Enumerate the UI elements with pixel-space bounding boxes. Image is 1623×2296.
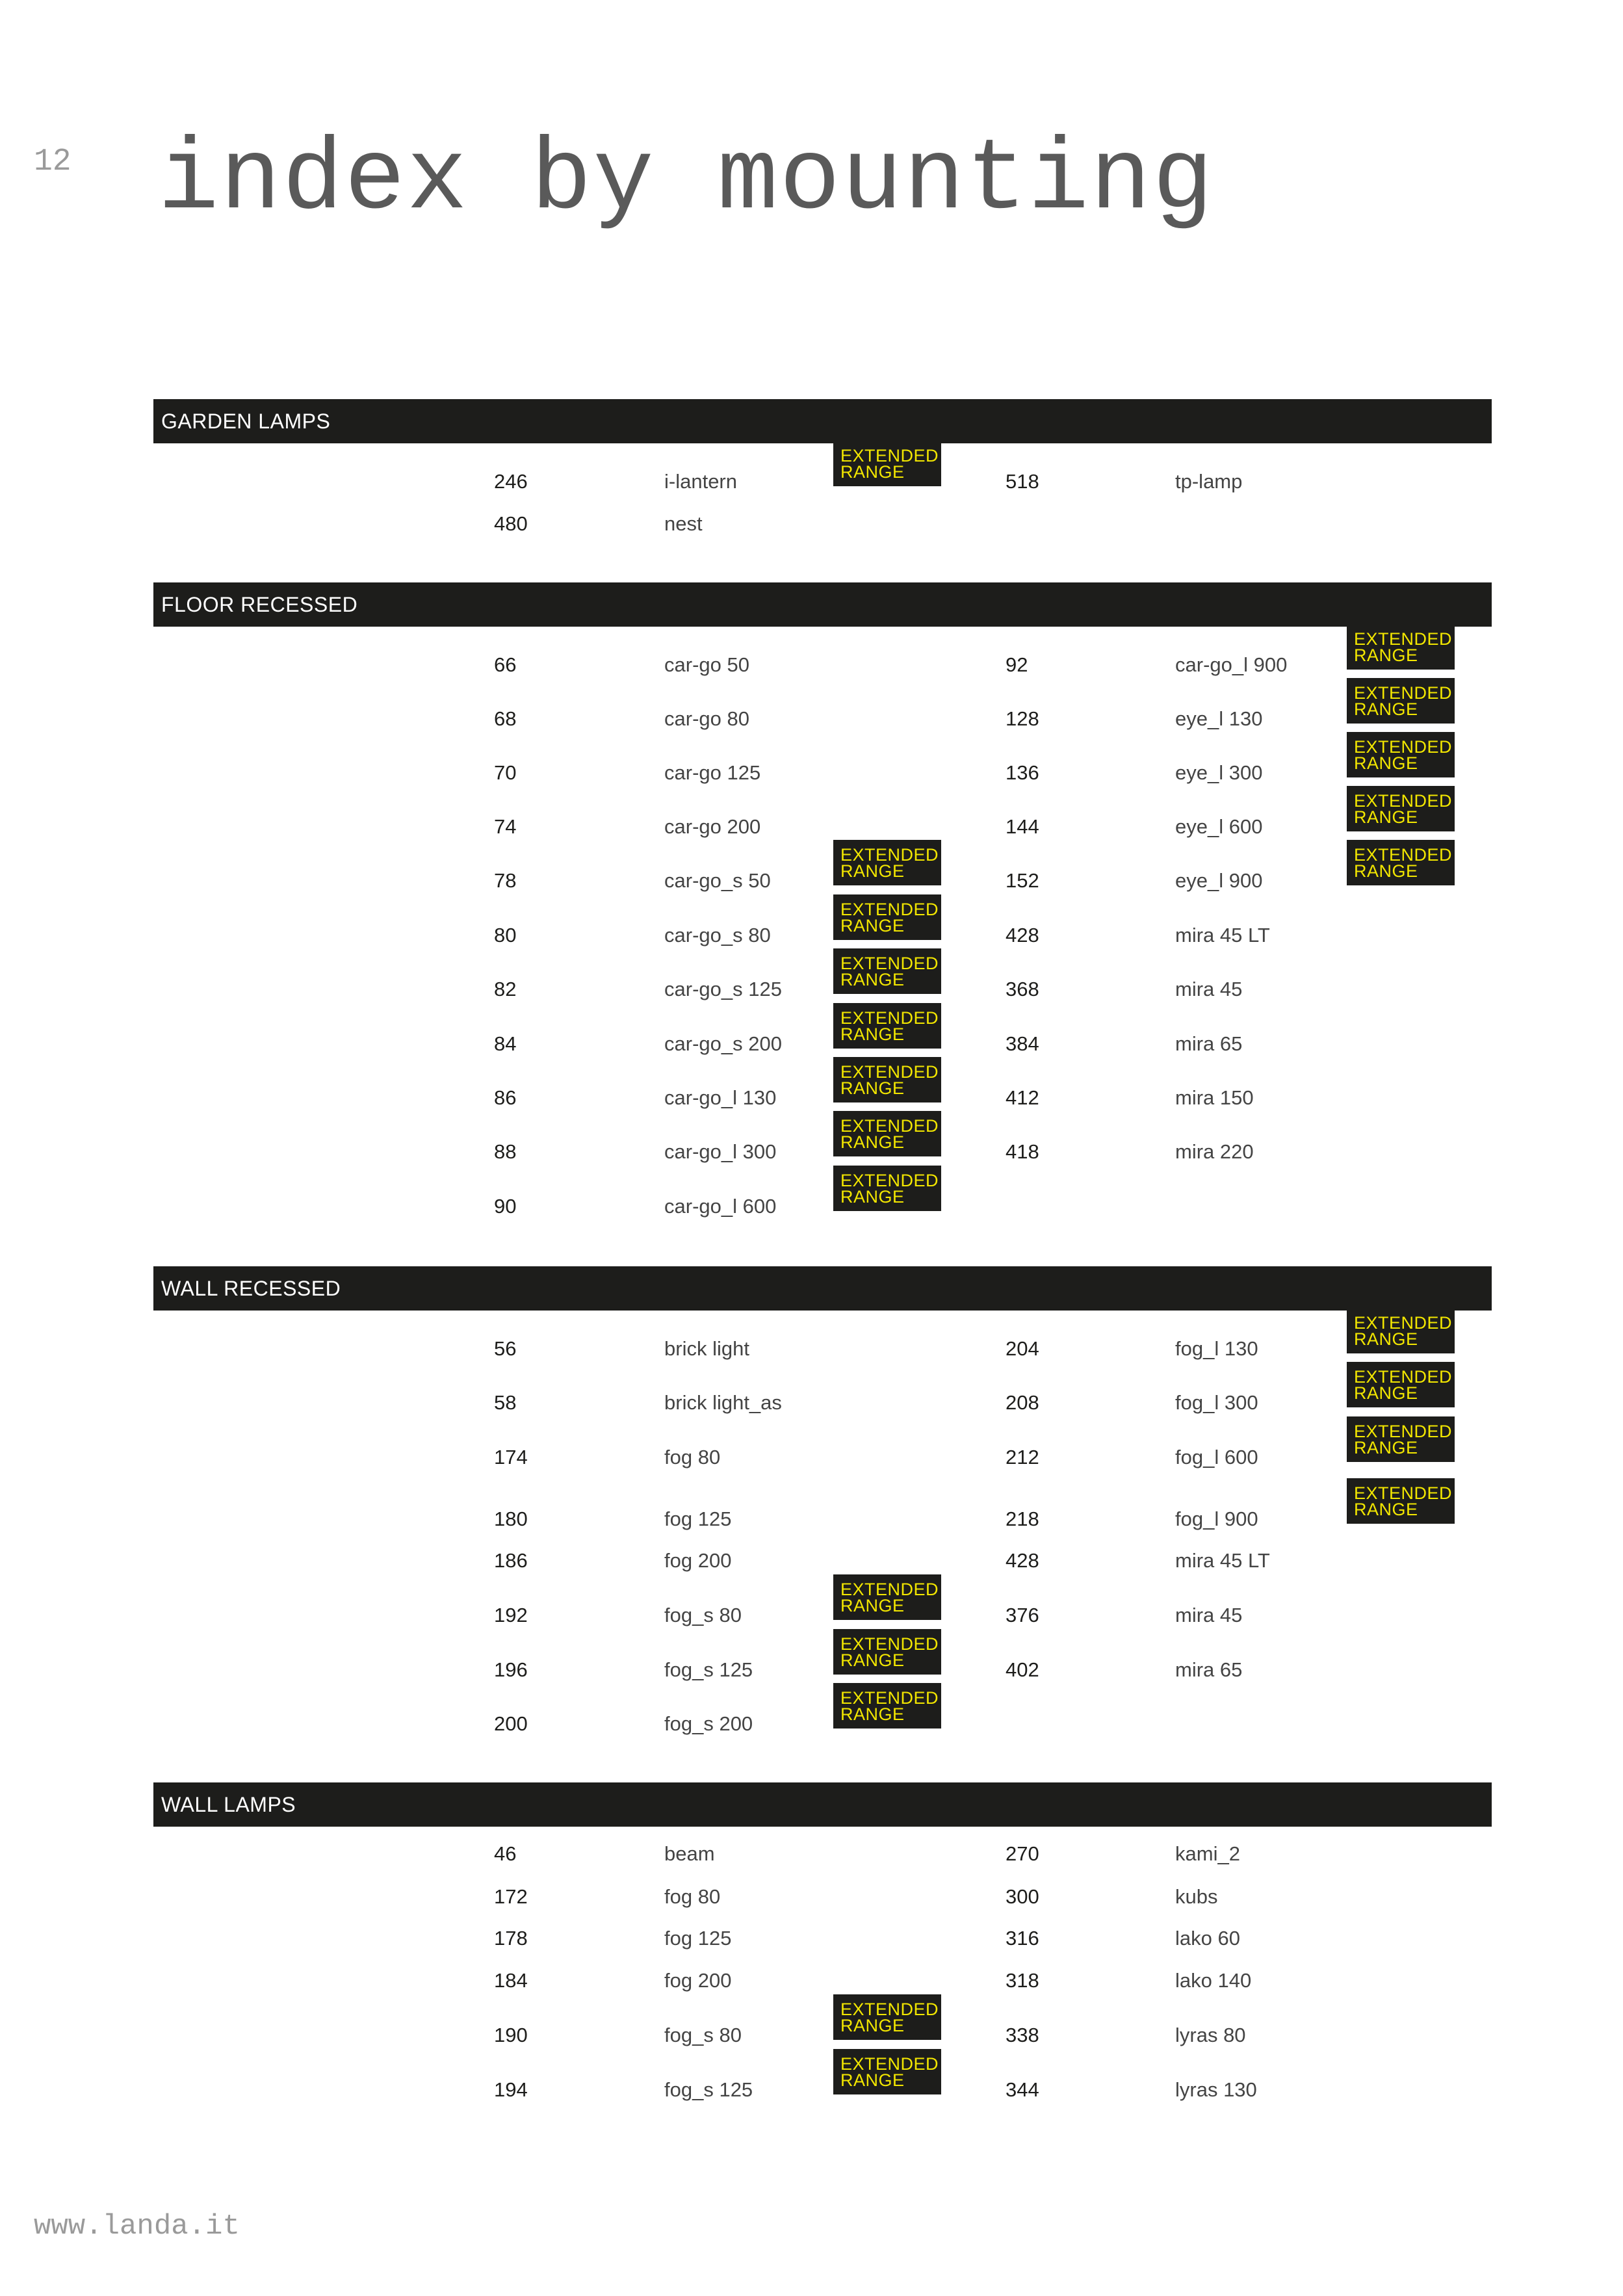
- page-ref-number[interactable]: 78: [494, 869, 517, 892]
- badge-line-range: RANGE: [840, 1132, 905, 1152]
- page-ref-number[interactable]: 194: [494, 2078, 528, 2101]
- product-name[interactable]: fog 200: [664, 1549, 732, 1572]
- page-ref-number[interactable]: 338: [1006, 2024, 1039, 2046]
- badge-line-range: RANGE: [1354, 1500, 1418, 1519]
- product-name[interactable]: brick light: [664, 1337, 749, 1360]
- page-ref-number[interactable]: 184: [494, 1969, 528, 1992]
- product-name[interactable]: car-go_l 130: [664, 1086, 777, 1109]
- product-name[interactable]: car-go 125: [664, 761, 761, 784]
- product-name[interactable]: lako 140: [1175, 1969, 1252, 1992]
- product-name[interactable]: lako 60: [1175, 1927, 1240, 1950]
- section-header: WALL LAMPS: [153, 1782, 1492, 1827]
- badge-line-extended: EXTENDED: [840, 845, 939, 865]
- extended-range-badge: [1347, 786, 1455, 831]
- section-header: FLOOR RECESSED: [153, 582, 1492, 627]
- page-ref-number[interactable]: 204: [1006, 1337, 1039, 1360]
- product-name[interactable]: car-go 200: [664, 815, 761, 838]
- extended-range-badge: [1347, 1362, 1455, 1407]
- extended-range-badge: [833, 1166, 941, 1211]
- product-name[interactable]: fog_s 125: [664, 1658, 753, 1681]
- badge-line-range: RANGE: [840, 1704, 905, 1724]
- badge-line-extended: EXTENDED: [840, 1634, 939, 1654]
- page-ref-number[interactable]: 92: [1006, 653, 1028, 676]
- badge-line-extended: EXTENDED: [840, 900, 939, 919]
- product-name[interactable]: kami_2: [1175, 1842, 1240, 1865]
- page-ref-number[interactable]: 82: [494, 978, 517, 1000]
- extended-range-badge: [1347, 1416, 1455, 1462]
- page-ref-number[interactable]: 300: [1006, 1885, 1039, 1908]
- page-ref-number[interactable]: 376: [1006, 1604, 1039, 1626]
- page-ref-number[interactable]: 56: [494, 1337, 517, 1360]
- product-name[interactable]: fog_l 900: [1175, 1507, 1258, 1530]
- page-ref-number[interactable]: 172: [494, 1885, 528, 1908]
- product-name[interactable]: i-lantern: [664, 470, 737, 493]
- product-name[interactable]: mira 45 LT: [1175, 1549, 1270, 1572]
- product-name[interactable]: mira 45: [1175, 978, 1243, 1000]
- page-ref-number[interactable]: 200: [494, 1712, 528, 1735]
- page-number: 12: [34, 144, 71, 179]
- product-name[interactable]: nest: [664, 512, 703, 535]
- extended-range-badge: [833, 441, 941, 486]
- extended-range-badge: [833, 1111, 941, 1156]
- badge-line-range: RANGE: [840, 916, 905, 935]
- badge-line-range: RANGE: [840, 1187, 905, 1207]
- page-ref-number[interactable]: 246: [494, 470, 528, 493]
- product-name[interactable]: fog 200: [664, 1969, 732, 1992]
- product-name[interactable]: car-go_l 600: [664, 1195, 777, 1218]
- page-ref-number[interactable]: 90: [494, 1195, 517, 1218]
- product-name[interactable]: brick light_as: [664, 1391, 782, 1414]
- page-ref-number[interactable]: 192: [494, 1604, 528, 1626]
- badge-line-range: RANGE: [840, 2016, 905, 2035]
- page-ref-number[interactable]: 136: [1006, 761, 1039, 784]
- extended-range-badge: [1347, 1308, 1455, 1353]
- page-ref-number[interactable]: 428: [1006, 1549, 1039, 1572]
- badge-line-range: RANGE: [840, 970, 905, 989]
- product-name[interactable]: mira 65: [1175, 1032, 1243, 1055]
- page-ref-number[interactable]: 318: [1006, 1969, 1039, 1992]
- badge-line-range: RANGE: [1354, 807, 1418, 827]
- badge-line-extended: EXTENDED: [1354, 629, 1453, 649]
- page-ref-number[interactable]: 86: [494, 1086, 517, 1109]
- product-name[interactable]: car-go 50: [664, 653, 749, 676]
- page-ref-number[interactable]: 196: [494, 1658, 528, 1681]
- badge-line-extended: EXTENDED: [1354, 737, 1453, 757]
- page-ref-number[interactable]: 66: [494, 653, 517, 676]
- extended-range-badge: [833, 1629, 941, 1675]
- page-ref-number[interactable]: 180: [494, 1507, 528, 1530]
- badge-line-extended: EXTENDED: [840, 1116, 939, 1136]
- badge-line-range: RANGE: [840, 462, 905, 482]
- product-name[interactable]: mira 220: [1175, 1140, 1254, 1163]
- page-ref-number[interactable]: 418: [1006, 1140, 1039, 1163]
- badge-line-range: RANGE: [840, 2070, 905, 2090]
- page-ref-number[interactable]: 80: [494, 924, 517, 946]
- page-ref-number[interactable]: 190: [494, 2024, 528, 2046]
- page-ref-number[interactable]: 74: [494, 815, 517, 838]
- product-name[interactable]: eye_l 600: [1175, 815, 1263, 838]
- page-ref-number[interactable]: 58: [494, 1391, 517, 1414]
- page-ref-number[interactable]: 174: [494, 1446, 528, 1468]
- page-ref-number[interactable]: 270: [1006, 1842, 1039, 1865]
- extended-range-badge: [833, 1683, 941, 1729]
- product-name[interactable]: fog_l 130: [1175, 1337, 1258, 1360]
- badge-line-range: RANGE: [1354, 646, 1418, 665]
- page-ref-number[interactable]: 316: [1006, 1927, 1039, 1950]
- product-name[interactable]: car-go_l 300: [664, 1140, 777, 1163]
- product-name[interactable]: car-go_s 125: [664, 978, 782, 1000]
- product-name[interactable]: fog_s 125: [664, 2078, 753, 2101]
- badge-line-range: RANGE: [1354, 1329, 1418, 1349]
- page-ref-number[interactable]: 208: [1006, 1391, 1039, 1414]
- product-name[interactable]: tp-lamp: [1175, 470, 1243, 493]
- page-ref-number[interactable]: 144: [1006, 815, 1039, 838]
- badge-line-range: RANGE: [840, 1650, 905, 1670]
- product-name[interactable]: car-go_l 900: [1175, 653, 1288, 676]
- badge-line-extended: EXTENDED: [840, 954, 939, 973]
- page-ref-number[interactable]: 428: [1006, 924, 1039, 946]
- badge-line-extended: EXTENDED: [840, 1580, 939, 1599]
- product-name[interactable]: beam: [664, 1842, 715, 1865]
- page-title: index by mounting: [158, 123, 1215, 238]
- badge-line-range: RANGE: [1354, 861, 1418, 881]
- page-ref-number[interactable]: 186: [494, 1549, 528, 1572]
- badge-line-extended: EXTENDED: [840, 446, 939, 465]
- product-name[interactable]: fog 125: [664, 1507, 732, 1530]
- badge-line-range: RANGE: [1354, 1438, 1418, 1457]
- page-ref-number[interactable]: 212: [1006, 1446, 1039, 1468]
- page-ref-number[interactable]: 384: [1006, 1032, 1039, 1055]
- product-name[interactable]: mira 45: [1175, 1604, 1243, 1626]
- product-name[interactable]: eye_l 130: [1175, 707, 1263, 730]
- product-name[interactable]: car-go_s 80: [664, 924, 771, 946]
- badge-line-extended: EXTENDED: [1354, 683, 1453, 703]
- product-name[interactable]: car-go 80: [664, 707, 749, 730]
- footer-url[interactable]: www.landa.it: [34, 2210, 240, 2243]
- product-name[interactable]: mira 45 LT: [1175, 924, 1270, 946]
- extended-range-badge: [1347, 732, 1455, 777]
- product-name[interactable]: fog_s 80: [664, 1604, 742, 1626]
- extended-range-badge: [833, 948, 941, 994]
- badge-line-extended: EXTENDED: [840, 1062, 939, 1082]
- extended-range-badge: [1347, 678, 1455, 724]
- page-ref-number[interactable]: 178: [494, 1927, 528, 1950]
- product-name[interactable]: fog_l 300: [1175, 1391, 1258, 1414]
- product-name[interactable]: fog 80: [664, 1446, 721, 1468]
- product-name[interactable]: fog_s 80: [664, 2024, 742, 2046]
- product-name[interactable]: car-go_s 200: [664, 1032, 782, 1055]
- badge-line-range: RANGE: [1354, 1383, 1418, 1403]
- product-name[interactable]: lyras 130: [1175, 2078, 1257, 2101]
- product-name[interactable]: fog 80: [664, 1885, 721, 1908]
- extended-range-badge: [833, 894, 941, 940]
- page-ref-number[interactable]: 84: [494, 1032, 517, 1055]
- page-ref-number[interactable]: 88: [494, 1140, 517, 1163]
- extended-range-badge: [1347, 624, 1455, 670]
- badge-line-range: RANGE: [840, 1596, 905, 1615]
- badge-line-range: RANGE: [1354, 699, 1418, 719]
- extended-range-badge: [833, 840, 941, 885]
- badge-line-extended: EXTENDED: [1354, 1313, 1453, 1333]
- page-ref-number[interactable]: 218: [1006, 1507, 1039, 1530]
- product-name[interactable]: fog 125: [664, 1927, 732, 1950]
- product-name[interactable]: lyras 80: [1175, 2024, 1246, 2046]
- badge-line-extended: EXTENDED: [1354, 791, 1453, 811]
- badge-line-extended: EXTENDED: [840, 1171, 939, 1190]
- badge-line-extended: EXTENDED: [1354, 1422, 1453, 1441]
- page-ref-number[interactable]: 402: [1006, 1658, 1039, 1681]
- extended-range-badge: [1347, 840, 1455, 885]
- page-ref-number[interactable]: 70: [494, 761, 517, 784]
- badge-line-range: RANGE: [840, 1078, 905, 1098]
- page-ref-number[interactable]: 368: [1006, 978, 1039, 1000]
- product-name[interactable]: eye_l 900: [1175, 869, 1263, 892]
- badge-line-extended: EXTENDED: [1354, 1367, 1453, 1387]
- badge-line-range: RANGE: [840, 861, 905, 881]
- page-ref-number[interactable]: 68: [494, 707, 517, 730]
- product-name[interactable]: mira 65: [1175, 1658, 1243, 1681]
- extended-range-badge: [833, 1003, 941, 1049]
- product-name[interactable]: mira 150: [1175, 1086, 1254, 1109]
- product-name[interactable]: fog_l 600: [1175, 1446, 1258, 1468]
- badge-line-extended: EXTENDED: [1354, 1483, 1453, 1503]
- section-header: WALL RECESSED: [153, 1266, 1492, 1311]
- extended-range-badge: [833, 2049, 941, 2094]
- product-name[interactable]: eye_l 300: [1175, 761, 1263, 784]
- product-name[interactable]: kubs: [1175, 1885, 1218, 1908]
- page-ref-number[interactable]: 412: [1006, 1086, 1039, 1109]
- badge-line-extended: EXTENDED: [840, 1688, 939, 1708]
- page-ref-number[interactable]: 128: [1006, 707, 1039, 730]
- badge-line-extended: EXTENDED: [840, 2054, 939, 2074]
- extended-range-badge: [833, 1057, 941, 1102]
- section-header: GARDEN LAMPS: [153, 399, 1492, 443]
- badge-line-extended: EXTENDED: [840, 2000, 939, 2019]
- page-ref-number[interactable]: 344: [1006, 2078, 1039, 2101]
- extended-range-badge: [833, 1574, 941, 1620]
- badge-line-extended: EXTENDED: [1354, 845, 1453, 865]
- badge-line-range: RANGE: [1354, 753, 1418, 773]
- badge-line-range: RANGE: [840, 1024, 905, 1044]
- badge-line-extended: EXTENDED: [840, 1008, 939, 1028]
- extended-range-badge: [1347, 1478, 1455, 1524]
- extended-range-badge: [833, 1994, 941, 2040]
- product-name[interactable]: fog_s 200: [664, 1712, 753, 1735]
- page-ref-number[interactable]: 480: [494, 512, 528, 535]
- product-name[interactable]: car-go_s 50: [664, 869, 771, 892]
- page-ref-number[interactable]: 46: [494, 1842, 517, 1865]
- page-ref-number[interactable]: 518: [1006, 470, 1039, 493]
- page-ref-number[interactable]: 152: [1006, 869, 1039, 892]
